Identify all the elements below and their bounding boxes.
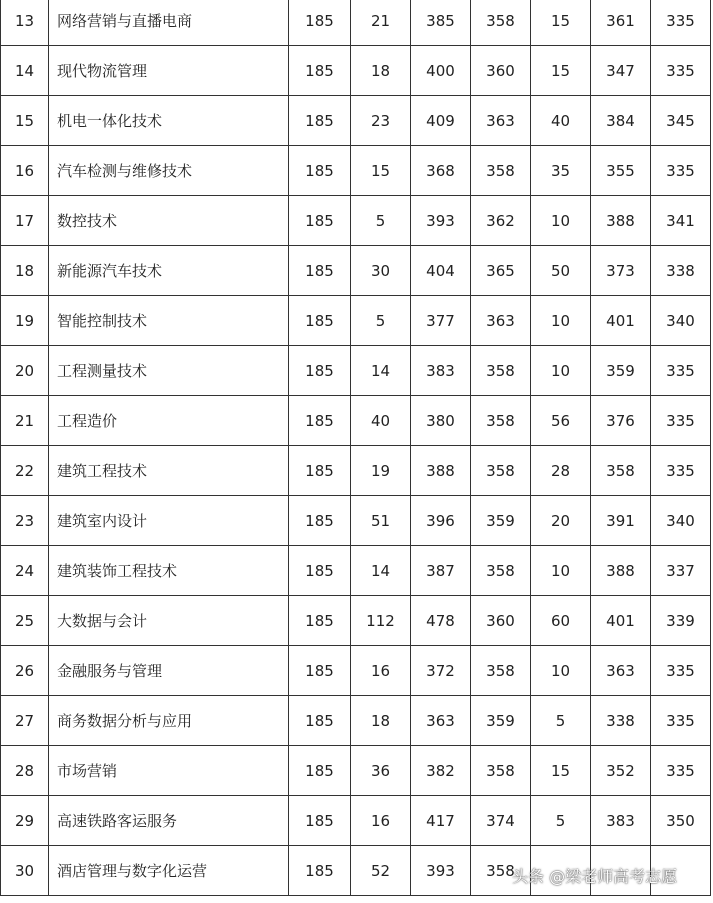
value-cell: 358 [471,396,531,446]
value-cell: 345 [651,96,711,146]
value-cell: 40 [351,396,411,446]
major-name-cell: 商务数据分析与应用 [49,696,289,746]
value-cell: 185 [289,0,351,46]
index-cell: 23 [1,496,49,546]
value-cell: 340 [651,496,711,546]
value-cell: 15 [531,46,591,96]
value-cell: 185 [289,296,351,346]
major-name-cell: 高速铁路客运服务 [49,796,289,846]
table-row [1,296,711,346]
value-cell: 185 [289,596,351,646]
table-row [1,696,711,746]
value-cell: 347 [591,46,651,96]
major-name-cell: 数控技术 [49,196,289,246]
value-cell: 352 [591,746,651,796]
value-cell: 335 [651,146,711,196]
value-cell: 14 [351,546,411,596]
value-cell: 358 [471,146,531,196]
value-cell: 20 [531,496,591,546]
value-cell: 5 [531,696,591,746]
value-cell: 372 [411,646,471,696]
table-row [1,496,711,546]
table-row [1,746,711,796]
value-cell: 10 [531,646,591,696]
value-cell: 360 [471,596,531,646]
table-row [1,396,711,446]
value-cell: 363 [591,646,651,696]
value-cell: 335 [651,46,711,96]
value-cell: 359 [591,346,651,396]
value-cell: 185 [289,96,351,146]
value-cell: 16 [351,646,411,696]
value-cell: 10 [531,346,591,396]
value-cell: 358 [471,646,531,696]
value-cell: 10 [531,546,591,596]
value-cell: 376 [591,396,651,446]
major-name-cell: 金融服务与管理 [49,646,289,696]
value-cell: 185 [289,246,351,296]
table-row [1,46,711,96]
value-cell: 384 [591,96,651,146]
value-cell: 185 [289,196,351,246]
value-cell: 478 [411,596,471,646]
index-cell: 15 [1,96,49,146]
major-name-cell: 工程测量技术 [49,346,289,396]
table-row [1,596,711,646]
value-cell: 335 [651,446,711,496]
table-row [1,796,711,846]
value-cell: 335 [651,346,711,396]
value-cell: 185 [289,46,351,96]
value-cell: 382 [411,746,471,796]
major-name-cell: 机电一体化技术 [49,96,289,146]
value-cell: 335 [651,696,711,746]
major-name-cell: 建筑室内设计 [49,496,289,546]
table-row [1,246,711,296]
value-cell: 185 [289,396,351,446]
value-cell: 10 [531,296,591,346]
value-cell: 358 [471,346,531,396]
table-row [1,546,711,596]
value-cell: 185 [289,546,351,596]
value-cell: 338 [591,696,651,746]
table-row [1,196,711,246]
value-cell: 380 [411,396,471,446]
value-cell: 52 [351,846,411,896]
value-cell: 358 [471,446,531,496]
value-cell: 341 [651,196,711,246]
value-cell: 358 [471,0,531,46]
value-cell: 16 [351,796,411,846]
value-cell: 185 [289,646,351,696]
value-cell: 335 [651,746,711,796]
value-cell: 15 [351,146,411,196]
value-cell: 377 [411,296,471,346]
value-cell: 355 [591,146,651,196]
major-name-cell: 网络营销与直播电商 [49,0,289,46]
value-cell: 18 [351,46,411,96]
value-cell: 383 [411,346,471,396]
value-cell: 388 [591,196,651,246]
index-cell: 20 [1,346,49,396]
value-cell: 350 [651,796,711,846]
index-cell: 29 [1,796,49,846]
index-cell: 28 [1,746,49,796]
value-cell: 365 [471,246,531,296]
value-cell: 185 [289,696,351,746]
value-cell: 396 [411,496,471,546]
major-name-cell: 大数据与会计 [49,596,289,646]
major-name-cell: 工程造价 [49,396,289,446]
value-cell: 56 [531,396,591,446]
value-cell: 5 [351,296,411,346]
value-cell: 361 [591,0,651,46]
value-cell: 393 [411,846,471,896]
major-name-cell: 酒店管理与数字化运营 [49,846,289,896]
index-cell: 22 [1,446,49,496]
value-cell: 10 [531,196,591,246]
value-cell: 363 [411,696,471,746]
table-row [1,646,711,696]
value-cell: 337 [651,546,711,596]
value-cell: 401 [591,596,651,646]
value-cell: 14 [351,346,411,396]
value-cell: 358 [471,746,531,796]
value-cell: 393 [411,196,471,246]
index-cell: 13 [1,0,49,46]
value-cell: 36 [351,746,411,796]
value-cell: 363 [471,296,531,346]
value-cell: 339 [651,596,711,646]
value-cell: 400 [411,46,471,96]
value-cell: 19 [351,446,411,496]
value-cell: 15 [531,0,591,46]
value-cell: 21 [351,0,411,46]
value-cell: 368 [411,146,471,196]
value-cell: 388 [411,446,471,496]
index-cell: 30 [1,846,49,896]
value-cell: 335 [651,0,711,46]
value-cell: 385 [411,0,471,46]
value-cell: 335 [651,396,711,446]
value-cell: 358 [591,446,651,496]
value-cell: 374 [471,796,531,846]
value-cell: 185 [289,446,351,496]
value-cell: 363 [471,96,531,146]
value-cell: 40 [531,96,591,146]
value-cell: 373 [591,246,651,296]
table-row [1,346,711,396]
index-cell: 27 [1,696,49,746]
table-row [1,446,711,496]
value-cell: 388 [591,546,651,596]
major-name-cell: 现代物流管理 [49,46,289,96]
major-name-cell: 汽车检测与维修技术 [49,146,289,196]
major-name-cell: 市场营销 [49,746,289,796]
value-cell: 335 [651,646,711,696]
index-cell: 16 [1,146,49,196]
index-cell: 14 [1,46,49,96]
value-cell: 18 [351,696,411,746]
index-cell: 25 [1,596,49,646]
value-cell: 359 [471,496,531,546]
value-cell: 358 [471,546,531,596]
value-cell: 338 [651,246,711,296]
value-cell: 359 [471,696,531,746]
index-cell: 17 [1,196,49,246]
table-body [1,0,711,896]
value-cell: 5 [531,796,591,846]
value-cell: 185 [289,346,351,396]
index-cell: 21 [1,396,49,446]
value-cell: 409 [411,96,471,146]
value-cell: 383 [591,796,651,846]
index-cell: 18 [1,246,49,296]
value-cell: 60 [531,596,591,646]
value-cell: 185 [289,746,351,796]
value-cell: 28 [531,446,591,496]
value-cell: 112 [351,596,411,646]
value-cell: 23 [351,96,411,146]
major-name-cell: 新能源汽车技术 [49,246,289,296]
value-cell: 51 [351,496,411,546]
table-row [1,0,711,46]
major-name-cell: 建筑装饰工程技术 [49,546,289,596]
value-cell: 30 [351,246,411,296]
table-row [1,96,711,146]
value-cell: 185 [289,496,351,546]
value-cell: 358 [471,846,531,896]
value-cell: 50 [531,246,591,296]
watermark-text: 头条 @梁老师高考志愿 [512,867,678,886]
table-row [1,146,711,196]
value-cell: 185 [289,846,351,896]
value-cell: 15 [531,746,591,796]
value-cell: 404 [411,246,471,296]
value-cell: 340 [651,296,711,346]
major-name-cell: 智能控制技术 [49,296,289,346]
value-cell: 35 [531,146,591,196]
value-cell: 417 [411,796,471,846]
value-cell: 362 [471,196,531,246]
index-cell: 24 [1,546,49,596]
index-cell: 19 [1,296,49,346]
major-name-cell: 建筑工程技术 [49,446,289,496]
value-cell: 401 [591,296,651,346]
value-cell: 185 [289,796,351,846]
index-cell: 26 [1,646,49,696]
value-cell: 5 [351,196,411,246]
value-cell: 360 [471,46,531,96]
value-cell: 391 [591,496,651,546]
value-cell: 387 [411,546,471,596]
value-cell: 185 [289,146,351,196]
